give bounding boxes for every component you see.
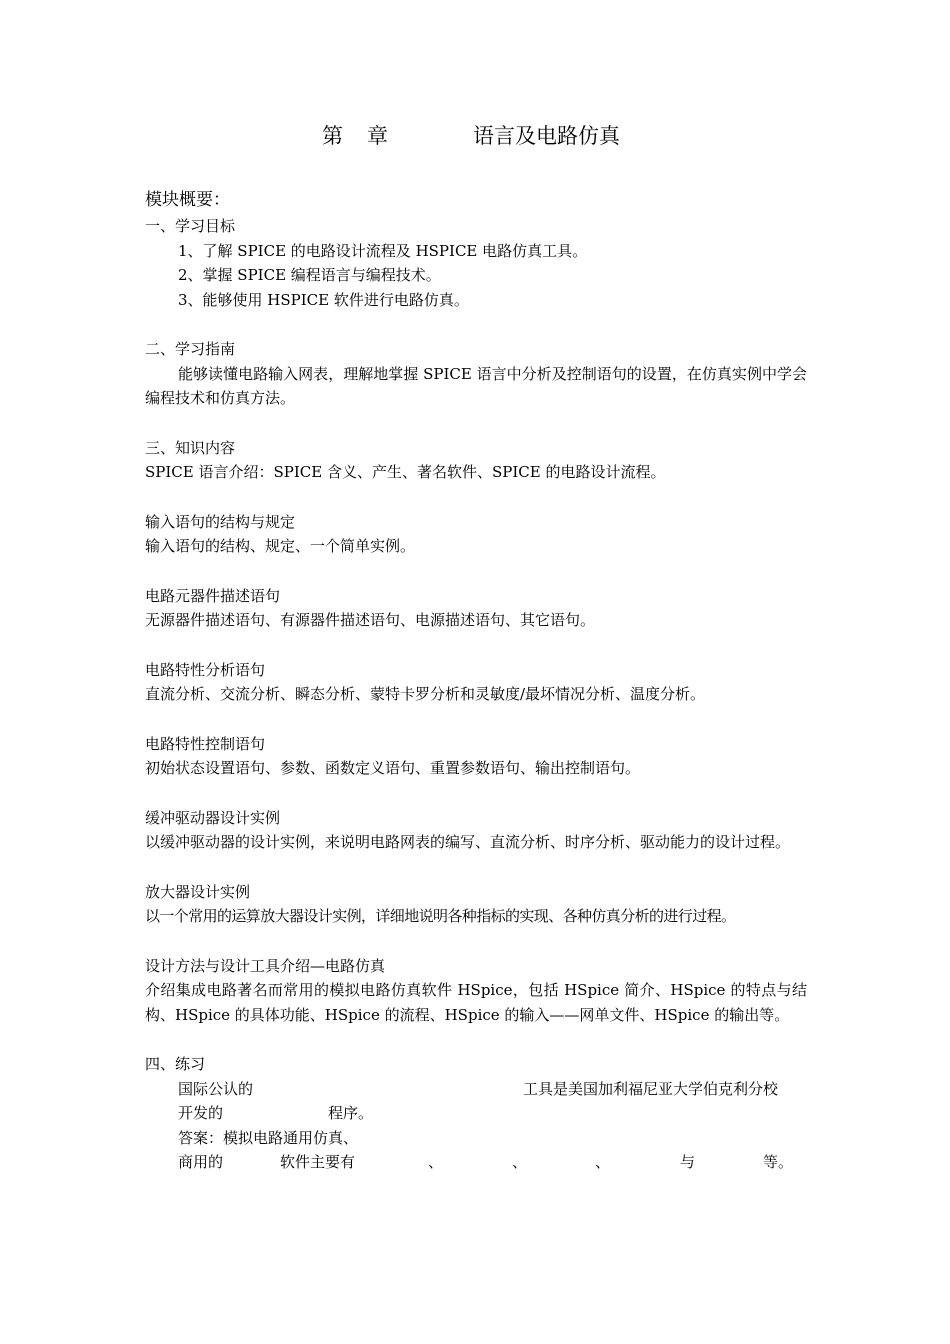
goal-item: 2、掌握 SPICE 编程语言与编程技术。 xyxy=(178,266,441,284)
section-title: 电路特性控制语句 xyxy=(145,734,266,753)
q2-separator: 、 xyxy=(512,1153,528,1171)
exercise-answer xyxy=(145,1126,807,1151)
guide-heading: 二、学习指南 xyxy=(145,340,236,358)
section-title: 缓冲驱动器设计实例 xyxy=(145,808,281,827)
overview-heading: 模块概要： xyxy=(145,190,230,210)
knowledge-intro: SPICE 语言介绍：SPICE 含义、产生、著名软件、SPICE 的电路设计流程。 xyxy=(145,463,666,481)
answer-text: 答案：模拟电路通用仿真、 xyxy=(178,1128,359,1147)
exercise-question-2 xyxy=(145,1150,807,1175)
goal-item: 3、能够使用 HSPICE 软件进行电路仿真。 xyxy=(178,290,469,309)
section-text: 直流分析、交流分析、瞬态分析、蒙特卡罗分析和灵敏度/最坏情况分析、温度分析。 xyxy=(145,685,706,703)
document-body xyxy=(145,186,807,1175)
q2-end: 等。 xyxy=(763,1153,794,1171)
section-title: 设计方法与设计工具介绍—电路仿真 xyxy=(145,956,386,975)
q2-and: 与 xyxy=(680,1153,696,1171)
q2-text-b: 软件主要有 xyxy=(280,1153,356,1171)
goals-heading: 一、学习目标 xyxy=(145,217,236,235)
q1-text-c: 开发的 xyxy=(178,1104,224,1122)
q1-text-a: 国际公认的 xyxy=(178,1079,254,1098)
exercise-question-1-line-2 xyxy=(145,1101,807,1126)
section-title: 电路元器件描述语句 xyxy=(145,586,281,605)
exercise-heading: 四、练习 xyxy=(145,1055,206,1073)
title-part-zhang: 章 xyxy=(367,124,388,148)
section-text: 初始状态设置语句、参数、函数定义语句、重置参数语句、输出控制语句。 xyxy=(145,759,641,777)
section-text: 以缓冲驱动器的设计实例，来说明电路网表的编写、直流分析、时序分析、驱动能力的设计过程。 xyxy=(145,833,791,851)
q2-separator: 、 xyxy=(428,1153,444,1171)
section-title: 放大器设计实例 xyxy=(145,882,251,901)
q2-separator: 、 xyxy=(595,1153,611,1171)
q2-text-a: 商用的 xyxy=(178,1153,224,1171)
title-part-main: 语言及电路仿真 xyxy=(473,124,620,148)
q1-text-b: 工具是美国加利福尼亚大学伯克利分校 xyxy=(523,1079,779,1098)
section-text: 输入语句的结构、规定、一个简单实例。 xyxy=(145,537,416,555)
title-part-di: 第 xyxy=(322,124,343,148)
guide-text: 能够读懂电路输入网表，理解地掌握 SPICE 语言中分析及控制语句的设置，在仿真实例中学会编程技术和仿真方法。 xyxy=(145,364,807,407)
section-text: 无源器件描述语句、有源器件描述语句、电源描述语句、其它语句。 xyxy=(145,611,596,629)
section-title: 输入语句的结构与规定 xyxy=(145,512,296,531)
section-title: 电路特性分析语句 xyxy=(145,660,266,679)
section-text: 以一个常用的运算放大器设计实例，详细地说明各种指标的实现、各种仿真分析的进行过程。 xyxy=(145,907,736,925)
q1-text-d: 程序。 xyxy=(328,1104,374,1122)
goal-item: 1、了解 SPICE 的电路设计流程及 HSPICE 电路仿真工具。 xyxy=(178,241,588,260)
knowledge-heading: 三、知识内容 xyxy=(145,438,236,457)
section-text: 介绍集成电路著名而常用的模拟电路仿真软件 HSpice，包括 HSpice 简介、HSpice 的特点与结构、HSpice 的具体功能、HSpice 的流程、HSpice 的输入——网单文件、HSpice 的输出等。 xyxy=(145,981,807,1024)
exercise-question-1-line-1 xyxy=(145,1077,807,1102)
